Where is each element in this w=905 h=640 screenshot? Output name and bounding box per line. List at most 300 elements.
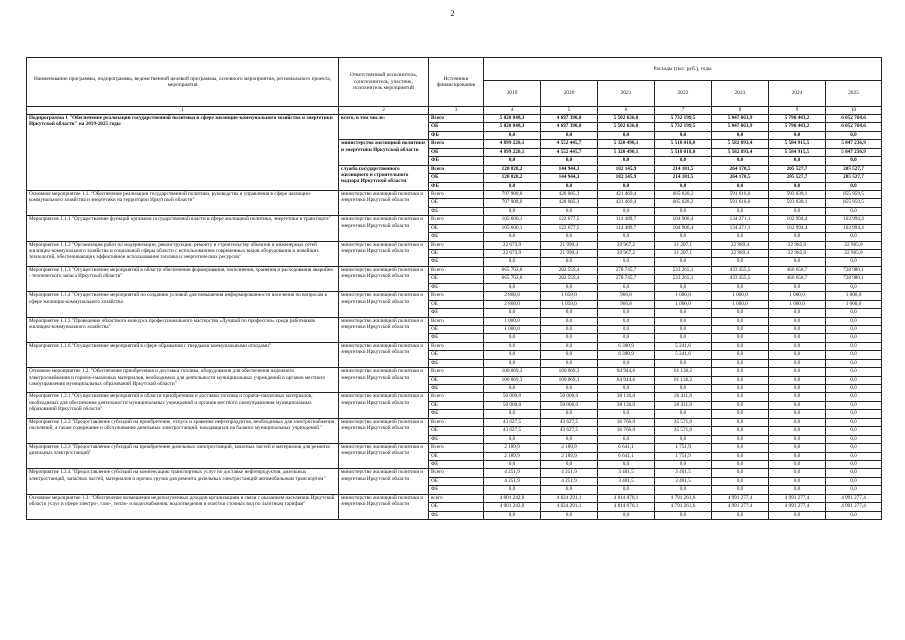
value-cell-2023: 0,0: [712, 334, 769, 342]
value-cell-2023: 0,0: [712, 401, 769, 409]
source-cell: ФБ: [429, 157, 484, 165]
value-cell-2020: 0,0: [541, 351, 598, 359]
value-cell-2023: 591 616,0: [712, 190, 769, 198]
value-cell-2025: 0,0: [826, 435, 882, 443]
value-cell-2021: 0,0: [598, 157, 655, 165]
value-cell-2023: 134 271,1: [712, 224, 769, 232]
value-cell-2022: 0,0: [655, 486, 712, 494]
value-cell-2024: 0,0: [769, 477, 826, 485]
table-row: [27, 494, 882, 502]
executor-cell: министерство жилищной политики и энергетики Иркутской области: [339, 317, 429, 342]
value-cell-2020: 0,0: [541, 359, 598, 367]
value-cell-2025: 0,0: [826, 334, 882, 342]
header-year-2025: 2025: [826, 81, 882, 107]
source-cell: ОБ: [429, 427, 484, 435]
value-cell-2019: 2 868,0: [484, 292, 541, 300]
value-cell-2022: 0,0: [655, 233, 712, 241]
source-cell: Всего: [429, 418, 484, 426]
value-cell-2024: 0,0: [769, 342, 826, 350]
value-cell-2024: 5 790 443,2: [769, 123, 826, 131]
value-cell-2023: 0,0: [712, 342, 769, 350]
value-cell-2025: 22 985,0: [826, 241, 882, 249]
value-cell-2022: 0,0: [655, 131, 712, 139]
source-cell: всего: [429, 494, 484, 502]
value-cell-2021: 421 469,4: [598, 199, 655, 207]
value-cell-2021: 0,0: [598, 182, 655, 190]
value-cell-2020: 0,0: [541, 157, 598, 165]
table-row: [27, 444, 882, 452]
program-name-cell: Мероприятие 1.2.4 "Предоставление субсидий на компенсацию транспортных услуг по доставке нефтепродуктов, дизельных электростанций, запасных частей, материалов и прочих грузов для ремонта дизельных электростанций автомобильным транспортом": [27, 469, 339, 494]
value-cell-2021: 114 489,7: [598, 216, 655, 224]
source-cell: Всего: [429, 140, 484, 148]
source-cell: ОБ: [429, 300, 484, 308]
source-cell: ФБ: [429, 131, 484, 139]
value-cell-2025: 855 959,5: [826, 199, 882, 207]
program-name-cell: Мероприятие 1.1.5 "Проведение областного конкурса профессионального мастерства «Лучший по профессии» среди работников жилищно-коммунального хозяйства": [27, 317, 339, 342]
value-cell-2021: 6 300,9: [598, 351, 655, 359]
executor-cell: министерство жилищной политики и энергетики Иркутской области: [339, 368, 429, 393]
value-cell-2023: 0,0: [712, 368, 769, 376]
executor-cell: министерство жилищной политики и энергетики Иркутской области: [339, 266, 429, 291]
table-row: [27, 317, 882, 325]
value-cell-2019: 120 828,2: [484, 174, 541, 182]
value-cell-2020: 4 697 390,0: [541, 115, 598, 123]
column-index: 4: [484, 107, 541, 115]
value-cell-2024: 0,0: [769, 131, 826, 139]
value-cell-2019: 0,0: [484, 334, 541, 342]
value-cell-2024: 4 991 277,4: [769, 494, 826, 502]
column-index: 9: [769, 107, 826, 115]
value-cell-2023: 0,0: [712, 182, 769, 190]
source-cell: ОБ: [429, 148, 484, 156]
value-cell-2020: 100 069,3: [541, 376, 598, 384]
table-row: [27, 469, 882, 477]
column-index: 2: [339, 107, 429, 115]
executor-cell: министерство жилищной политики и энергетики Иркутской области: [339, 241, 429, 266]
value-cell-2020: 21 990,4: [541, 250, 598, 258]
value-cell-2022: 0,0: [655, 309, 712, 317]
expenses-table: [26, 57, 882, 520]
source-cell: Всего: [429, 266, 484, 274]
value-cell-2023: 0,0: [712, 410, 769, 418]
value-cell-2020: 144 944,3: [541, 174, 598, 182]
value-cell-2020: 122 677,5: [541, 224, 598, 232]
value-cell-2019: 5 020 048,3: [484, 115, 541, 123]
value-cell-2021: 0,0: [598, 283, 655, 291]
source-cell: ОБ: [429, 224, 484, 232]
value-cell-2020: 0,0: [541, 283, 598, 291]
value-cell-2020: 0,0: [541, 460, 598, 468]
value-cell-2021: 0,0: [598, 334, 655, 342]
source-cell: ФБ: [429, 283, 484, 291]
source-cell: ОБ: [429, 477, 484, 485]
source-cell: ОБ: [429, 325, 484, 333]
value-cell-2025: 0,0: [826, 460, 882, 468]
source-cell: ФБ: [429, 460, 484, 468]
value-cell-2024: 593 638,1: [769, 199, 826, 207]
value-cell-2022: 61 136,2: [655, 368, 712, 376]
source-cell: ФБ: [429, 511, 484, 519]
value-cell-2024: 0,0: [769, 452, 826, 460]
value-cell-2021: 966,8: [598, 292, 655, 300]
value-cell-2025: 0,0: [826, 418, 882, 426]
value-cell-2024: 1 000,0: [769, 300, 826, 308]
value-cell-2019: 50 000,0: [484, 393, 541, 401]
source-cell: Всего: [429, 342, 484, 350]
source-cell: ОБ: [429, 452, 484, 460]
value-cell-2024: 0,0: [769, 460, 826, 468]
value-cell-2023: 22 989,4: [712, 250, 769, 258]
value-cell-2024: 0,0: [769, 444, 826, 452]
value-cell-2019: 1 000,0: [484, 317, 541, 325]
value-cell-2019: 0,0: [484, 486, 541, 494]
value-cell-2022: 5 241,6: [655, 342, 712, 350]
table-row: [27, 393, 882, 401]
value-cell-2022: 35 571,0: [655, 427, 712, 435]
value-cell-2019: 22 673,9: [484, 250, 541, 258]
value-cell-2020: 0,0: [541, 207, 598, 215]
value-cell-2024: 0,0: [769, 182, 826, 190]
value-cell-2021: 182 145,9: [598, 165, 655, 173]
source-cell: ОБ: [429, 401, 484, 409]
executor-cell: министерство жилищной политики и энергетики Иркутской области: [339, 190, 429, 215]
source-cell: ОБ: [429, 376, 484, 384]
value-cell-2022: 0,0: [655, 258, 712, 266]
value-cell-2019: 0,0: [484, 182, 541, 190]
value-cell-2023: 0,0: [712, 233, 769, 241]
value-cell-2020: 282 559,4: [541, 275, 598, 283]
value-cell-2023: 5 582 893,4: [712, 148, 769, 156]
value-cell-2021: 5 320 490,1: [598, 148, 655, 156]
table-row: [27, 115, 882, 123]
value-cell-2021: 0,0: [598, 207, 655, 215]
value-cell-2022: 1 000,0: [655, 300, 712, 308]
value-cell-2025: 1 000,0: [826, 300, 882, 308]
value-cell-2022: 0,0: [655, 325, 712, 333]
value-cell-2025: 0,0: [826, 368, 882, 376]
value-cell-2019: 4 251,9: [484, 477, 541, 485]
value-cell-2022: 1 751,9: [655, 452, 712, 460]
value-cell-2025: 102 994,4: [826, 216, 882, 224]
value-cell-2022: 104 906,4: [655, 216, 712, 224]
value-cell-2023: 0,0: [712, 460, 769, 468]
value-cell-2019: 0,0: [484, 410, 541, 418]
value-cell-2021: 0,0: [598, 131, 655, 139]
value-cell-2019: 120 828,2: [484, 165, 541, 173]
value-cell-2024: 0,0: [769, 385, 826, 393]
value-cell-2021: 5 502 636,0: [598, 123, 655, 131]
program-name-cell: Мероприятие 1.2.3 "Предоставление субсидий на приобретение дизельных электростанций, запасных частей и материалов для ремонта дизельных электростанций": [27, 444, 339, 469]
source-cell: ФБ: [429, 410, 484, 418]
value-cell-2020: 122 677,5: [541, 216, 598, 224]
value-cell-2019: 43 627,5: [484, 418, 541, 426]
source-cell: Всего: [429, 469, 484, 477]
value-cell-2025: 22 985,0: [826, 250, 882, 258]
value-cell-2019: 5 020 048,3: [484, 123, 541, 131]
value-cell-2023: 264 170,5: [712, 174, 769, 182]
value-cell-2024: 0,0: [769, 359, 826, 367]
value-cell-2022: 0,0: [655, 460, 712, 468]
value-cell-2024: 4 991 277,4: [769, 503, 826, 511]
value-cell-2019: 0,0: [484, 385, 541, 393]
source-cell: ФБ: [429, 385, 484, 393]
value-cell-2019: 0,0: [484, 258, 541, 266]
executor-cell: министерство жилищной политики и энергетики Иркутской области: [339, 292, 429, 317]
value-cell-2019: 2 189,9: [484, 444, 541, 452]
program-name-cell: Мероприятие 1.1.2 "Организация работ по модернизации, реконструкции, ремонту и строительству объектов и инженерных сетей жилищно-коммунального хозяйства и социальной сферы области с использованием современных видов оборудования и новейших технологий, обеспечивающих эффективное использование топлива и энергетических ресурсов": [27, 241, 339, 266]
value-cell-2020: 282 559,4: [541, 266, 598, 274]
header-year-2022: 2022: [655, 81, 712, 107]
value-cell-2022: 20 411,8: [655, 401, 712, 409]
value-cell-2022: 0,0: [655, 359, 712, 367]
value-cell-2024: 0,0: [769, 351, 826, 359]
executor-cell: министерство жилищной политики и энергетики Иркутской области: [339, 469, 429, 494]
value-cell-2025: 0,0: [826, 233, 882, 241]
value-cell-2020: 4 024 291,1: [541, 503, 598, 511]
value-cell-2023: 4 991 277,4: [712, 494, 769, 502]
value-cell-2025: 0,0: [826, 452, 882, 460]
executor-cell: министерство жилищной политики и энергетики Иркутской области: [339, 494, 429, 519]
value-cell-2019: 4 899 220,1: [484, 148, 541, 156]
value-cell-2019: 4 251,9: [484, 469, 541, 477]
value-cell-2021: 182 145,9: [598, 174, 655, 182]
value-cell-2023: 591 616,0: [712, 199, 769, 207]
table-row: [27, 266, 882, 274]
executor-cell: министерство жилищной политики и энергетики Иркутской области: [339, 444, 429, 469]
value-cell-2022: 4 791 261,6: [655, 494, 712, 502]
value-cell-2021: 20 967,2: [598, 241, 655, 249]
value-cell-2021: 84 944,6: [598, 368, 655, 376]
value-cell-2022: 0,0: [655, 511, 712, 519]
source-cell: Всего: [429, 292, 484, 300]
column-index: 1: [27, 107, 339, 115]
value-cell-2025: 0,0: [826, 359, 882, 367]
value-cell-2020: 0,0: [541, 258, 598, 266]
value-cell-2021: 3 401,5: [598, 469, 655, 477]
value-cell-2021: 38 136,0: [598, 393, 655, 401]
source-cell: Всего: [429, 393, 484, 401]
value-cell-2024: 102 994,4: [769, 216, 826, 224]
value-cell-2024: 0,0: [769, 233, 826, 241]
source-cell: ФБ: [429, 207, 484, 215]
source-cell: ФБ: [429, 233, 484, 241]
value-cell-2024: 0,0: [769, 368, 826, 376]
program-name-cell: Мероприятие 1.1.6 "Осуществление мероприятий в сфере обращения с твердыми коммунальными отходами": [27, 342, 339, 367]
value-cell-2022: 3 401,5: [655, 469, 712, 477]
value-cell-2019: 105 606,1: [484, 224, 541, 232]
value-cell-2020: 428 085,3: [541, 199, 598, 207]
value-cell-2025: 0,0: [826, 157, 882, 165]
value-cell-2022: 5 241,6: [655, 351, 712, 359]
header-name: Наименование программы, подпрограммы, ведомственной целевой программы, основного мероприятия, регионального проекта, мероприятия: [27, 58, 339, 107]
value-cell-2022: 35 571,0: [655, 418, 712, 426]
value-cell-2020: 50 000,0: [541, 393, 598, 401]
value-cell-2021: 0,0: [598, 258, 655, 266]
value-cell-2021: 0,0: [598, 410, 655, 418]
value-cell-2025: 0,0: [826, 258, 882, 266]
value-cell-2021: 20 967,2: [598, 250, 655, 258]
value-cell-2021: 5 320 490,1: [598, 140, 655, 148]
value-cell-2021: 36 766,0: [598, 418, 655, 426]
value-cell-2023: 0,0: [712, 385, 769, 393]
value-cell-2024: 0,0: [769, 418, 826, 426]
value-cell-2025: 0,0: [826, 283, 882, 291]
value-cell-2019: 2 868,0: [484, 300, 541, 308]
source-cell: Всего: [429, 444, 484, 452]
source-cell: Всего: [429, 165, 484, 173]
value-cell-2022: 0,0: [655, 182, 712, 190]
value-cell-2024: 0,0: [769, 283, 826, 291]
value-cell-2023: 0,0: [712, 376, 769, 384]
executor-cell: министерство жилищной политики и энергетики Иркутской области: [339, 342, 429, 367]
value-cell-2022: 1 751,9: [655, 444, 712, 452]
value-cell-2025: 0,0: [826, 401, 882, 409]
value-cell-2022: 3 401,5: [655, 477, 712, 485]
value-cell-2023: 0,0: [712, 131, 769, 139]
column-index: 7: [655, 107, 712, 115]
value-cell-2019: 1 000,0: [484, 325, 541, 333]
value-cell-2023: 0,0: [712, 309, 769, 317]
value-cell-2019: 100 069,3: [484, 368, 541, 376]
table-body: [27, 115, 882, 520]
header-year-2020: 2020: [541, 81, 598, 107]
value-cell-2020: 0,0: [541, 511, 598, 519]
value-cell-2019: 4 001 242,8: [484, 503, 541, 511]
value-cell-2023: 5 847 063,9: [712, 123, 769, 131]
value-cell-2021: 0,0: [598, 486, 655, 494]
table-row: [27, 342, 882, 350]
value-cell-2025: 0,0: [826, 351, 882, 359]
value-cell-2024: 102 994,4: [769, 224, 826, 232]
value-cell-2025: 4 991 277,4: [826, 503, 882, 511]
value-cell-2024: 0,0: [769, 325, 826, 333]
executor-cell: министерство жилищной политики и энергетики Иркутской области: [339, 418, 429, 443]
value-cell-2023: 264 170,5: [712, 165, 769, 173]
value-cell-2019: 0,0: [484, 342, 541, 350]
executor-cell: министерство жилищной политики и энергетики Иркутской области: [339, 140, 429, 165]
value-cell-2024: 466 658,7: [769, 266, 826, 274]
value-cell-2019: 0,0: [484, 359, 541, 367]
value-cell-2022: 20 411,8: [655, 393, 712, 401]
value-cell-2019: 50 000,0: [484, 401, 541, 409]
value-cell-2019: 0,0: [484, 435, 541, 443]
value-cell-2019: 4 001 242,8: [484, 494, 541, 502]
column-index: 3: [429, 107, 484, 115]
value-cell-2025: 728 980,1: [826, 266, 882, 274]
value-cell-2019: 0,0: [484, 233, 541, 241]
value-cell-2020: 0,0: [541, 309, 598, 317]
value-cell-2023: 0,0: [712, 435, 769, 443]
value-cell-2023: 0,0: [712, 207, 769, 215]
program-name-cell: Мероприятие 1.2.2 "Предоставление субсидий на приобретение, отпуск и хранение нефтепродуктов, необходимых для электроснабжения поселений, а также содержание и обслуживание дизельных электростанций, находящихся на балансе муниципальных учреждений ": [27, 418, 339, 443]
value-cell-2021: 0,0: [598, 309, 655, 317]
value-cell-2024: 0,0: [769, 334, 826, 342]
value-cell-2023: 0,0: [712, 427, 769, 435]
value-cell-2023: 0,0: [712, 325, 769, 333]
value-cell-2019: 0,0: [484, 460, 541, 468]
value-cell-2020: 50 000,0: [541, 401, 598, 409]
value-cell-2019: 665 762,0: [484, 266, 541, 274]
header-year-2019: 2019: [484, 81, 541, 107]
value-cell-2023: 0,0: [712, 157, 769, 165]
value-cell-2025: 205 527,7: [826, 165, 882, 173]
value-cell-2020: 0,0: [541, 182, 598, 190]
value-cell-2022: 21 207,1: [655, 250, 712, 258]
value-cell-2019: 0,0: [484, 157, 541, 165]
source-cell: ФБ: [429, 182, 484, 190]
executor-cell: министерство жилищной политики и энергетики Иркутской области: [339, 216, 429, 241]
value-cell-2024: 0,0: [769, 401, 826, 409]
value-cell-2021: 421 469,4: [598, 190, 655, 198]
header-executor: Ответственный исполнитель, соисполнитель, участник, исполнитель мероприятий: [339, 58, 429, 107]
value-cell-2025: 0,0: [826, 427, 882, 435]
value-cell-2020: 100 069,3: [541, 368, 598, 376]
source-cell: Всего: [429, 241, 484, 249]
value-cell-2019: 2 189,9: [484, 452, 541, 460]
source-cell: ОБ: [429, 275, 484, 283]
value-cell-2020: 428 085,3: [541, 190, 598, 198]
program-name-cell: Мероприятие 1.1.4 "Осуществление мероприятий по созданию условий для повышения информированности населения по вопросам в сфере жилищно-коммунального хозяйства: [27, 292, 339, 317]
table-row: [27, 292, 882, 300]
value-cell-2022: 5 732 199,5: [655, 115, 712, 123]
value-cell-2025: 0,0: [826, 309, 882, 317]
value-cell-2024: 0,0: [769, 469, 826, 477]
value-cell-2019: 105 606,1: [484, 216, 541, 224]
value-cell-2020: 4 697 390,0: [541, 123, 598, 131]
column-index: 10: [826, 107, 882, 115]
source-cell: ОБ: [429, 123, 484, 131]
program-name-cell: Основное мероприятие 1.1. "Обеспечение реализации государственной политики, руководства и управления в сфере жилищно-коммунального хозяйства и энергетики на территории Иркутской области": [27, 190, 339, 215]
value-cell-2020: 43 627,5: [541, 427, 598, 435]
executor-cell: всего, в том числе:: [339, 115, 429, 140]
source-cell: ФБ: [429, 258, 484, 266]
value-cell-2021: 3 401,5: [598, 477, 655, 485]
value-cell-2019: 797 908,0: [484, 190, 541, 198]
header-year-2023: 2023: [712, 81, 769, 107]
column-index: 8: [712, 107, 769, 115]
value-cell-2024: 593 638,1: [769, 190, 826, 198]
value-cell-2023: 0,0: [712, 317, 769, 325]
value-cell-2021: 84 944,6: [598, 376, 655, 384]
value-cell-2025: 0,0: [826, 207, 882, 215]
value-cell-2021: 4 814 076,1: [598, 494, 655, 502]
value-cell-2021: 278 745,7: [598, 266, 655, 274]
value-cell-2023: 0,0: [712, 283, 769, 291]
value-cell-2021: 0,0: [598, 325, 655, 333]
value-cell-2023: 0,0: [712, 393, 769, 401]
value-cell-2023: 22 989,4: [712, 241, 769, 249]
value-cell-2019: 43 627,5: [484, 427, 541, 435]
value-cell-2025: 0,0: [826, 182, 882, 190]
value-cell-2024: 0,0: [769, 511, 826, 519]
value-cell-2022: 104 906,4: [655, 224, 712, 232]
value-cell-2022: 665 620,2: [655, 190, 712, 198]
value-cell-2025: 1 000,0: [826, 292, 882, 300]
source-cell: ОБ: [429, 174, 484, 182]
program-name-cell: Основное мероприятие 1.3. "Обеспечение возмещения недополученных доходов организациям в связи с оказанием населению Иркутской области услуг в сфере электро-, газо-, тепло- и водоснабжения, водоотведения и очистки сточных вод по льготным тарифам": [27, 494, 339, 519]
value-cell-2021: 36 766,0: [598, 427, 655, 435]
value-cell-2022: 4 791 261,6: [655, 503, 712, 511]
value-cell-2022: 214 181,5: [655, 165, 712, 173]
value-cell-2025: 0,0: [826, 393, 882, 401]
value-cell-2020: 0,0: [541, 410, 598, 418]
value-cell-2021: 5 502 636,0: [598, 115, 655, 123]
value-cell-2023: 0,0: [712, 351, 769, 359]
value-cell-2022: 5 518 018,0: [655, 140, 712, 148]
value-cell-2019: 0,0: [484, 309, 541, 317]
value-cell-2024: 1 000,0: [769, 292, 826, 300]
source-cell: ФБ: [429, 309, 484, 317]
